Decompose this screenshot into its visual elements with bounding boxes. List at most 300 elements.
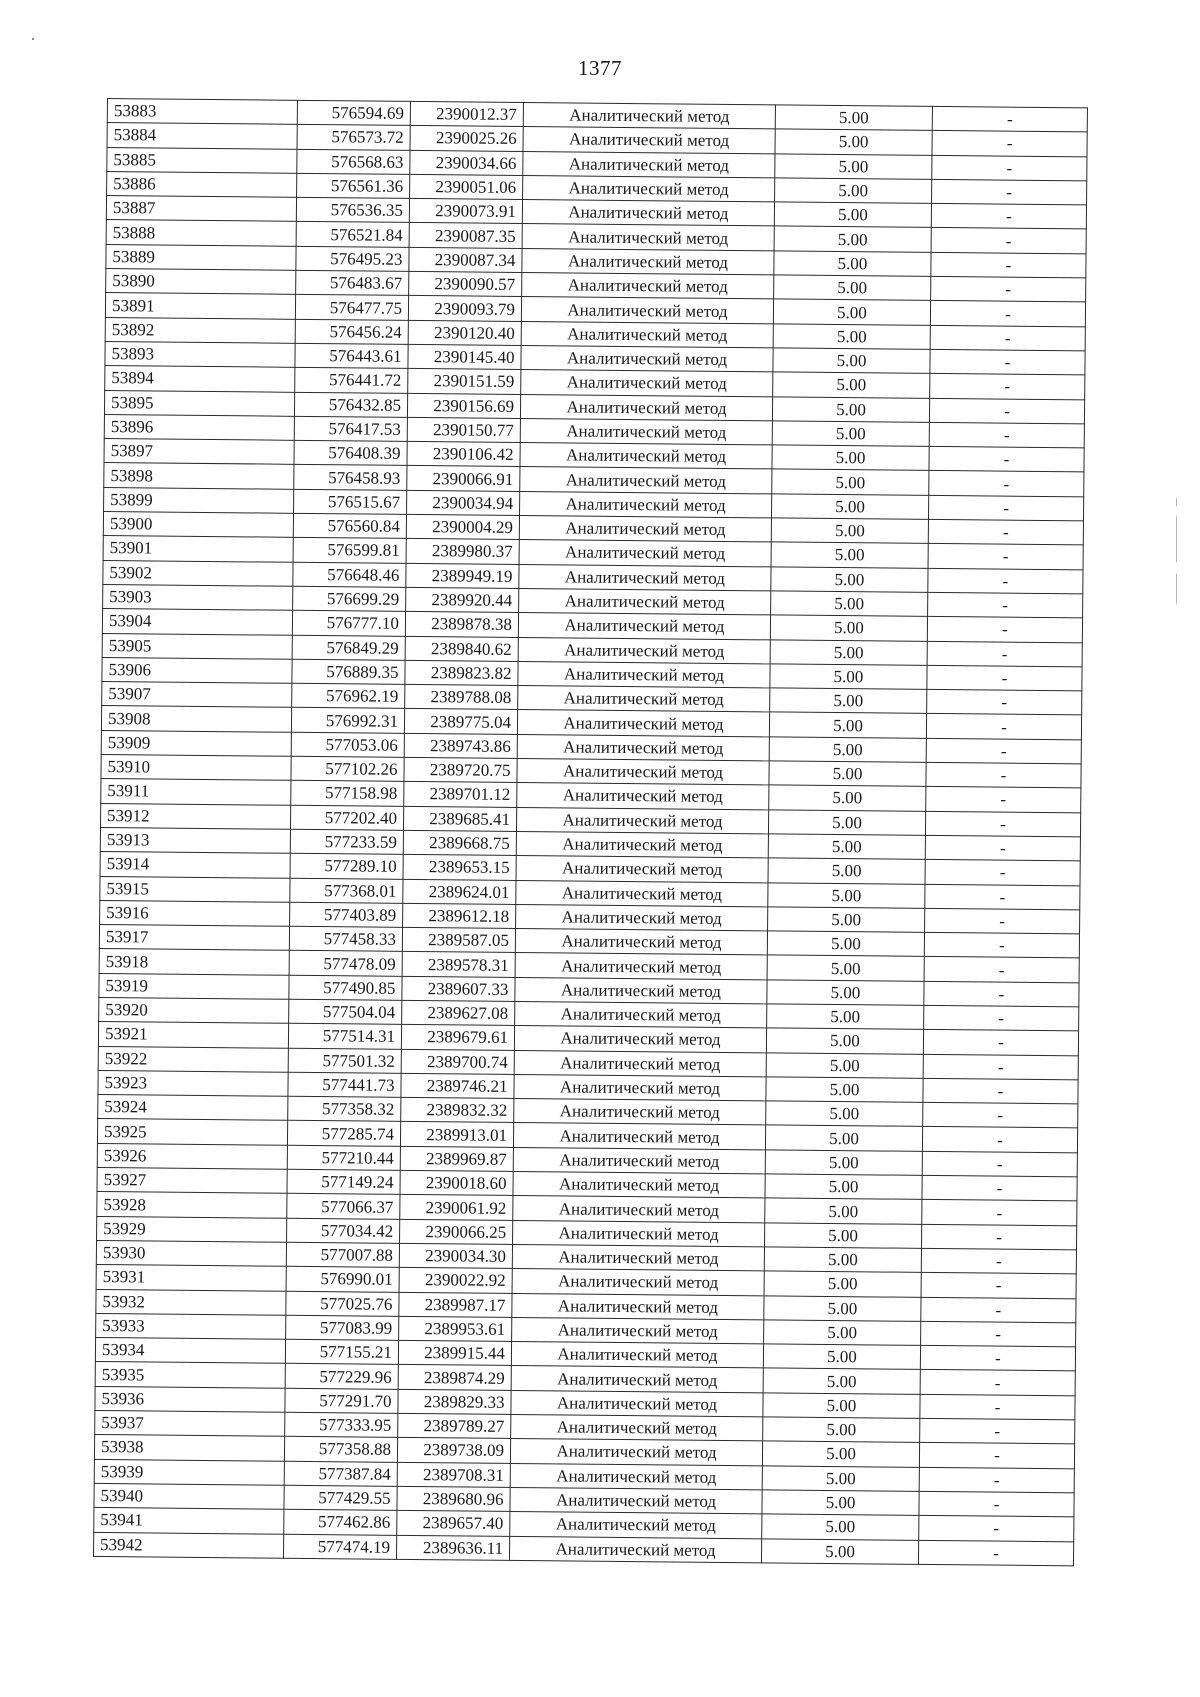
y-coordinate-cell: 2389788.08: [405, 685, 518, 710]
point-number-cell: 53896: [104, 414, 294, 440]
method-cell: Аналитический метод: [512, 1244, 764, 1271]
note-cell: -: [923, 1054, 1078, 1080]
y-coordinate-cell: 2389969.87: [400, 1146, 513, 1171]
method-cell: Аналитический метод: [512, 1317, 764, 1344]
scan-speck: [32, 38, 34, 40]
note-cell: -: [926, 762, 1081, 788]
accuracy-cell: 5.00: [768, 834, 925, 860]
y-coordinate-cell: 2390034.66: [410, 150, 523, 175]
note-cell: -: [921, 1273, 1076, 1299]
x-coordinate-cell: 577202.40: [290, 805, 403, 830]
x-coordinate-cell: 576560.84: [293, 513, 406, 538]
x-coordinate-cell: 576992.31: [291, 708, 404, 733]
y-coordinate-cell: 2389627.08: [402, 1000, 515, 1025]
accuracy-cell: 5.00: [771, 567, 928, 593]
y-coordinate-cell: 2389680.96: [397, 1486, 510, 1511]
note-cell: -: [922, 1127, 1077, 1153]
method-cell: Аналитический метод: [516, 880, 768, 907]
accuracy-cell: 5.00: [772, 445, 929, 471]
note-cell: -: [927, 641, 1082, 667]
y-coordinate-cell: 2389953.61: [399, 1316, 512, 1341]
point-number-cell: 53908: [101, 706, 291, 732]
method-cell: Аналитический метод: [523, 175, 775, 202]
x-coordinate-cell: 577229.96: [285, 1364, 398, 1389]
accuracy-cell: 5.00: [764, 1271, 921, 1297]
point-number-cell: 53890: [106, 269, 296, 295]
y-coordinate-cell: 2389708.31: [397, 1462, 510, 1487]
scan-artifact-mark: [1176, 574, 1177, 604]
method-cell: Аналитический метод: [511, 1414, 763, 1441]
x-coordinate-cell: 577149.24: [287, 1169, 400, 1194]
y-coordinate-cell: 2389738.09: [397, 1438, 510, 1463]
accuracy-cell: 5.00: [768, 882, 925, 908]
point-number-cell: 53913: [100, 827, 290, 853]
accuracy-cell: 5.00: [771, 542, 928, 568]
point-number-cell: 53894: [105, 366, 295, 392]
accuracy-cell: 5.00: [762, 1514, 919, 1540]
point-number-cell: 53932: [96, 1289, 286, 1315]
coordinates-table: [93, 98, 1088, 1566]
accuracy-cell: 5.00: [766, 1101, 923, 1127]
note-cell: -: [928, 568, 1083, 594]
point-number-cell: 53907: [102, 682, 292, 708]
note-cell: -: [918, 1540, 1073, 1566]
method-cell: Аналитический метод: [514, 1074, 766, 1101]
method-cell: Аналитический метод: [510, 1463, 762, 1490]
point-number-cell: 53905: [102, 633, 292, 659]
method-cell: Аналитический метод: [513, 1147, 765, 1174]
method-cell: Аналитический метод: [521, 321, 773, 348]
point-number-cell: 53941: [94, 1508, 284, 1534]
accuracy-cell: 5.00: [769, 737, 926, 763]
note-cell: -: [921, 1248, 1076, 1274]
note-cell: -: [932, 179, 1087, 205]
x-coordinate-cell: 577358.88: [284, 1437, 397, 1462]
x-coordinate-cell: 577333.95: [285, 1412, 398, 1437]
x-coordinate-cell: 576458.93: [294, 465, 407, 490]
note-cell: -: [932, 106, 1087, 132]
method-cell: Аналитический метод: [516, 831, 768, 858]
accuracy-cell: 5.00: [768, 907, 925, 933]
note-cell: -: [920, 1394, 1075, 1420]
point-number-cell: 53892: [105, 317, 295, 343]
point-number-cell: 53925: [97, 1119, 287, 1145]
point-number-cell: 53900: [103, 512, 293, 538]
method-cell: Аналитический метод: [523, 151, 775, 178]
method-cell: Аналитический метод: [509, 1536, 761, 1563]
method-cell: Аналитический метод: [521, 370, 773, 397]
y-coordinate-cell: 2389746.21: [401, 1073, 514, 1098]
accuracy-cell: 5.00: [764, 1247, 921, 1273]
y-coordinate-cell: 2390004.29: [406, 514, 519, 539]
note-cell: -: [920, 1418, 1075, 1444]
method-cell: Аналитический метод: [520, 491, 772, 518]
method-cell: Аналитический метод: [519, 540, 771, 567]
method-cell: Аналитический метод: [522, 200, 774, 227]
method-cell: Аналитический метод: [522, 248, 774, 275]
y-coordinate-cell: 2389657.40: [397, 1511, 510, 1536]
y-coordinate-cell: 2389701.12: [404, 782, 517, 807]
method-cell: Аналитический метод: [519, 516, 771, 543]
point-number-cell: 53915: [100, 876, 290, 902]
y-coordinate-cell: 2389720.75: [404, 757, 517, 782]
point-number-cell: 53887: [106, 196, 296, 222]
method-cell: Аналитический метод: [513, 1196, 765, 1223]
note-cell: -: [926, 738, 1081, 764]
x-coordinate-cell: 577368.01: [290, 878, 403, 903]
accuracy-cell: 5.00: [775, 178, 932, 204]
y-coordinate-cell: 2389949.19: [406, 563, 519, 588]
accuracy-cell: 5.00: [766, 1077, 923, 1103]
accuracy-cell: 5.00: [775, 105, 932, 131]
accuracy-cell: 5.00: [765, 1223, 922, 1249]
point-number-cell: 53912: [100, 803, 290, 829]
accuracy-cell: 5.00: [772, 469, 929, 495]
note-cell: -: [928, 519, 1083, 545]
y-coordinate-cell: 2389832.32: [401, 1098, 514, 1123]
note-cell: -: [924, 932, 1079, 958]
method-cell: Аналитический метод: [518, 613, 770, 640]
x-coordinate-cell: 576594.69: [297, 100, 410, 125]
accuracy-cell: 5.00: [762, 1490, 919, 1516]
accuracy-cell: 5.00: [770, 688, 927, 714]
point-number-cell: 53899: [104, 487, 294, 513]
y-coordinate-cell: 2389624.01: [403, 879, 516, 904]
x-coordinate-cell: 577285.74: [287, 1121, 400, 1146]
method-cell: Аналитический метод: [513, 1220, 765, 1247]
note-cell: -: [930, 301, 1085, 327]
accuracy-cell: 5.00: [769, 712, 926, 738]
note-cell: -: [927, 617, 1082, 643]
point-number-cell: 53930: [96, 1240, 286, 1266]
note-cell: -: [930, 325, 1085, 351]
note-cell: -: [922, 1151, 1077, 1177]
x-coordinate-cell: 576408.39: [294, 440, 407, 465]
y-coordinate-cell: 2390012.37: [410, 101, 523, 126]
x-coordinate-cell: 576483.67: [296, 270, 409, 295]
note-cell: -: [925, 884, 1080, 910]
y-coordinate-cell: 2390034.30: [399, 1243, 512, 1268]
y-coordinate-cell: 2390073.91: [409, 199, 522, 224]
accuracy-cell: 5.00: [763, 1417, 920, 1443]
x-coordinate-cell: 576599.81: [293, 538, 406, 563]
note-cell: -: [931, 252, 1086, 278]
point-number-cell: 53933: [96, 1313, 286, 1339]
method-cell: Аналитический метод: [516, 856, 768, 883]
x-coordinate-cell: 577490.85: [289, 975, 402, 1000]
y-coordinate-cell: 2389612.18: [403, 903, 516, 928]
accuracy-cell: 5.00: [767, 931, 924, 957]
x-coordinate-cell: 577053.06: [291, 732, 404, 757]
method-cell: Аналитический метод: [515, 953, 767, 980]
note-cell: -: [920, 1370, 1075, 1396]
method-cell: Аналитический метод: [513, 1123, 765, 1150]
y-coordinate-cell: 2389829.33: [398, 1389, 511, 1414]
note-cell: -: [930, 374, 1085, 400]
method-cell: Аналитический метод: [521, 297, 773, 324]
accuracy-cell: 5.00: [766, 1052, 923, 1078]
point-number-cell: 53888: [106, 220, 296, 246]
note-cell: -: [930, 349, 1085, 375]
note-cell: -: [920, 1346, 1075, 1372]
note-cell: -: [932, 155, 1087, 181]
scan-artifact-mark: [1176, 516, 1177, 562]
accuracy-cell: 5.00: [762, 1441, 919, 1467]
point-number-cell: 53916: [100, 900, 290, 926]
accuracy-cell: 5.00: [774, 275, 931, 301]
y-coordinate-cell: 2389743.86: [404, 733, 517, 758]
accuracy-cell: 5.00: [773, 348, 930, 374]
point-number-cell: 53936: [95, 1386, 285, 1412]
x-coordinate-cell: 577034.42: [287, 1218, 400, 1243]
accuracy-cell: 5.00: [764, 1295, 921, 1321]
page-number: 1377: [578, 56, 622, 80]
y-coordinate-cell: 2389653.15: [403, 855, 516, 880]
x-coordinate-cell: 577501.32: [288, 1048, 401, 1073]
x-coordinate-cell: 577289.10: [290, 853, 403, 878]
point-number-cell: 53897: [104, 439, 294, 465]
note-cell: -: [928, 592, 1083, 618]
x-coordinate-cell: 577462.86: [284, 1509, 397, 1534]
accuracy-cell: 5.00: [765, 1125, 922, 1151]
point-number-cell: 53922: [98, 1046, 288, 1072]
accuracy-cell: 5.00: [764, 1320, 921, 1346]
x-coordinate-cell: 577083.99: [286, 1315, 399, 1340]
x-coordinate-cell: 576441.72: [295, 368, 408, 393]
note-cell: -: [926, 787, 1081, 813]
accuracy-cell: 5.00: [773, 372, 930, 398]
y-coordinate-cell: 2389685.41: [403, 806, 516, 831]
y-coordinate-cell: 2390066.91: [407, 466, 520, 491]
method-cell: Аналитический метод: [518, 661, 770, 688]
x-coordinate-cell: 577210.44: [287, 1145, 400, 1170]
accuracy-cell: 5.00: [770, 664, 927, 690]
method-cell: Аналитический метод: [511, 1366, 763, 1393]
x-coordinate-cell: 576456.24: [295, 319, 408, 344]
x-coordinate-cell: 577504.04: [289, 999, 402, 1024]
accuracy-cell: 5.00: [763, 1368, 920, 1394]
accuracy-cell: 5.00: [770, 615, 927, 641]
point-number-cell: 53938: [94, 1435, 284, 1461]
point-number-cell: 53935: [95, 1362, 285, 1388]
accuracy-cell: 5.00: [767, 1004, 924, 1030]
x-coordinate-cell: 577478.09: [289, 951, 402, 976]
point-number-cell: 53928: [97, 1192, 287, 1218]
note-cell: -: [925, 835, 1080, 861]
note-cell: -: [921, 1321, 1076, 1347]
method-cell: Аналитический метод: [517, 783, 769, 810]
point-number-cell: 53889: [106, 244, 296, 270]
accuracy-cell: 5.00: [770, 639, 927, 665]
note-cell: -: [929, 471, 1084, 497]
point-number-cell: 53910: [101, 754, 291, 780]
note-cell: -: [923, 1078, 1078, 1104]
note-cell: -: [926, 714, 1081, 740]
x-coordinate-cell: 576849.29: [292, 635, 405, 660]
method-cell: Аналитический метод: [511, 1342, 763, 1369]
point-number-cell: 53919: [99, 973, 289, 999]
accuracy-cell: 5.00: [769, 785, 926, 811]
x-coordinate-cell: 576432.85: [294, 392, 407, 417]
note-cell: -: [924, 981, 1079, 1007]
note-cell: -: [925, 860, 1080, 886]
y-coordinate-cell: 2390093.79: [408, 296, 521, 321]
method-cell: Аналитический метод: [515, 1001, 767, 1028]
method-cell: Аналитический метод: [519, 588, 771, 615]
point-number-cell: 53920: [99, 997, 289, 1023]
y-coordinate-cell: 2389915.44: [398, 1340, 511, 1365]
note-cell: -: [925, 811, 1080, 837]
y-coordinate-cell: 2390120.40: [408, 320, 521, 345]
y-coordinate-cell: 2389920.44: [406, 587, 519, 612]
method-cell: Аналитический метод: [513, 1172, 765, 1199]
y-coordinate-cell: 2390034.94: [407, 490, 520, 515]
method-cell: Аналитический метод: [519, 564, 771, 591]
point-number-cell: 53927: [97, 1168, 287, 1194]
x-coordinate-cell: 576495.23: [296, 246, 409, 271]
accuracy-cell: 5.00: [772, 421, 929, 447]
x-coordinate-cell: 576573.72: [297, 125, 410, 150]
method-cell: Аналитический метод: [517, 758, 769, 785]
x-coordinate-cell: 577007.88: [286, 1242, 399, 1267]
method-cell: Аналитический метод: [515, 929, 767, 956]
point-number-cell: 53903: [103, 584, 293, 610]
note-cell: -: [919, 1467, 1074, 1493]
accuracy-cell: 5.00: [768, 858, 925, 884]
note-cell: -: [931, 228, 1086, 254]
y-coordinate-cell: 2390061.92: [400, 1195, 513, 1220]
method-cell: Аналитический метод: [523, 102, 775, 129]
method-cell: Аналитический метод: [512, 1293, 764, 1320]
point-number-cell: 53931: [96, 1265, 286, 1291]
y-coordinate-cell: 2390106.42: [407, 442, 520, 467]
x-coordinate-cell: 577458.33: [289, 926, 402, 951]
point-number-cell: 53906: [102, 657, 292, 683]
point-number-cell: 53929: [97, 1216, 287, 1242]
note-cell: -: [919, 1443, 1074, 1469]
y-coordinate-cell: 2390018.60: [400, 1170, 513, 1195]
accuracy-cell: 5.00: [771, 518, 928, 544]
method-cell: Аналитический метод: [521, 345, 773, 372]
x-coordinate-cell: 577233.59: [290, 829, 403, 854]
table-body: [94, 99, 1088, 1566]
point-number-cell: 53885: [107, 147, 297, 173]
x-coordinate-cell: 576568.63: [297, 149, 410, 174]
method-cell: Аналитический метод: [522, 224, 774, 251]
y-coordinate-cell: 2390051.06: [410, 174, 523, 199]
method-cell: Аналитический метод: [523, 127, 775, 154]
y-coordinate-cell: 2390025.26: [410, 126, 523, 151]
x-coordinate-cell: 576536.35: [296, 198, 409, 223]
method-cell: Аналитический метод: [516, 807, 768, 834]
method-cell: Аналитический метод: [522, 273, 774, 300]
y-coordinate-cell: 2389913.01: [400, 1122, 513, 1147]
note-cell: -: [929, 422, 1084, 448]
point-number-cell: 53884: [107, 123, 297, 149]
x-coordinate-cell: 576417.53: [294, 416, 407, 441]
note-cell: -: [921, 1297, 1076, 1323]
accuracy-cell: 5.00: [771, 494, 928, 520]
x-coordinate-cell: 576699.29: [293, 586, 406, 611]
accuracy-cell: 5.00: [775, 154, 932, 180]
y-coordinate-cell: 2389578.31: [402, 952, 515, 977]
y-coordinate-cell: 2389987.17: [399, 1292, 512, 1317]
y-coordinate-cell: 2389668.75: [403, 830, 516, 855]
method-cell: Аналитический метод: [510, 1487, 762, 1514]
x-coordinate-cell: 577474.19: [283, 1534, 396, 1559]
x-coordinate-cell: 577291.70: [285, 1388, 398, 1413]
y-coordinate-cell: 2389775.04: [404, 709, 517, 734]
x-coordinate-cell: 576515.67: [294, 489, 407, 514]
accuracy-cell: 5.00: [773, 299, 930, 325]
accuracy-cell: 5.00: [762, 1465, 919, 1491]
method-cell: Аналитический метод: [514, 1050, 766, 1077]
x-coordinate-cell: 577387.84: [284, 1461, 397, 1486]
x-coordinate-cell: 576521.84: [296, 222, 409, 247]
y-coordinate-cell: 2390145.40: [408, 344, 521, 369]
point-number-cell: 53904: [102, 609, 292, 635]
y-coordinate-cell: 2389789.27: [398, 1413, 511, 1438]
y-coordinate-cell: 2389840.62: [405, 636, 518, 661]
accuracy-cell: 5.00: [769, 761, 926, 787]
note-cell: -: [919, 1491, 1074, 1517]
x-coordinate-cell: 577155.21: [285, 1339, 398, 1364]
point-number-cell: 53937: [95, 1410, 285, 1436]
note-cell: -: [924, 1005, 1079, 1031]
point-number-cell: 53939: [94, 1459, 284, 1485]
note-cell: -: [927, 665, 1082, 691]
accuracy-cell: 5.00: [774, 202, 931, 228]
point-number-cell: 53940: [94, 1483, 284, 1509]
x-coordinate-cell: 576443.61: [295, 343, 408, 368]
accuracy-cell: 5.00: [774, 251, 931, 277]
point-number-cell: 53898: [104, 463, 294, 489]
method-cell: Аналитический метод: [517, 734, 769, 761]
method-cell: Аналитический метод: [520, 443, 772, 470]
point-number-cell: 53901: [103, 536, 293, 562]
accuracy-cell: 5.00: [774, 226, 931, 252]
point-number-cell: 53891: [105, 293, 295, 319]
y-coordinate-cell: 2390022.92: [399, 1268, 512, 1293]
point-number-cell: 53921: [98, 1022, 288, 1048]
y-coordinate-cell: 2390090.57: [409, 271, 522, 296]
y-coordinate-cell: 2389636.11: [396, 1535, 509, 1560]
method-cell: Аналитический метод: [512, 1269, 764, 1296]
y-coordinate-cell: 2389980.37: [406, 539, 519, 564]
y-coordinate-cell: 2390156.69: [407, 393, 520, 418]
method-cell: Аналитический метод: [515, 977, 767, 1004]
point-number-cell: 53942: [94, 1532, 284, 1558]
x-coordinate-cell: 577025.76: [286, 1291, 399, 1316]
y-coordinate-cell: 2389878.38: [405, 612, 518, 637]
point-number-cell: 53902: [103, 560, 293, 586]
x-coordinate-cell: 577429.55: [284, 1485, 397, 1510]
method-cell: Аналитический метод: [520, 418, 772, 445]
y-coordinate-cell: 2389679.61: [401, 1025, 514, 1050]
note-cell: -: [928, 544, 1083, 570]
accuracy-cell: 5.00: [767, 980, 924, 1006]
accuracy-cell: 5.00: [765, 1174, 922, 1200]
point-number-cell: 53911: [101, 779, 291, 805]
point-number-cell: 53934: [95, 1338, 285, 1364]
x-coordinate-cell: 576477.75: [295, 295, 408, 320]
note-cell: -: [921, 1224, 1076, 1250]
x-coordinate-cell: 576648.46: [293, 562, 406, 587]
point-number-cell: 53926: [97, 1143, 287, 1169]
y-coordinate-cell: 2390150.77: [407, 417, 520, 442]
note-cell: -: [929, 447, 1084, 473]
point-number-cell: 53909: [101, 730, 291, 756]
